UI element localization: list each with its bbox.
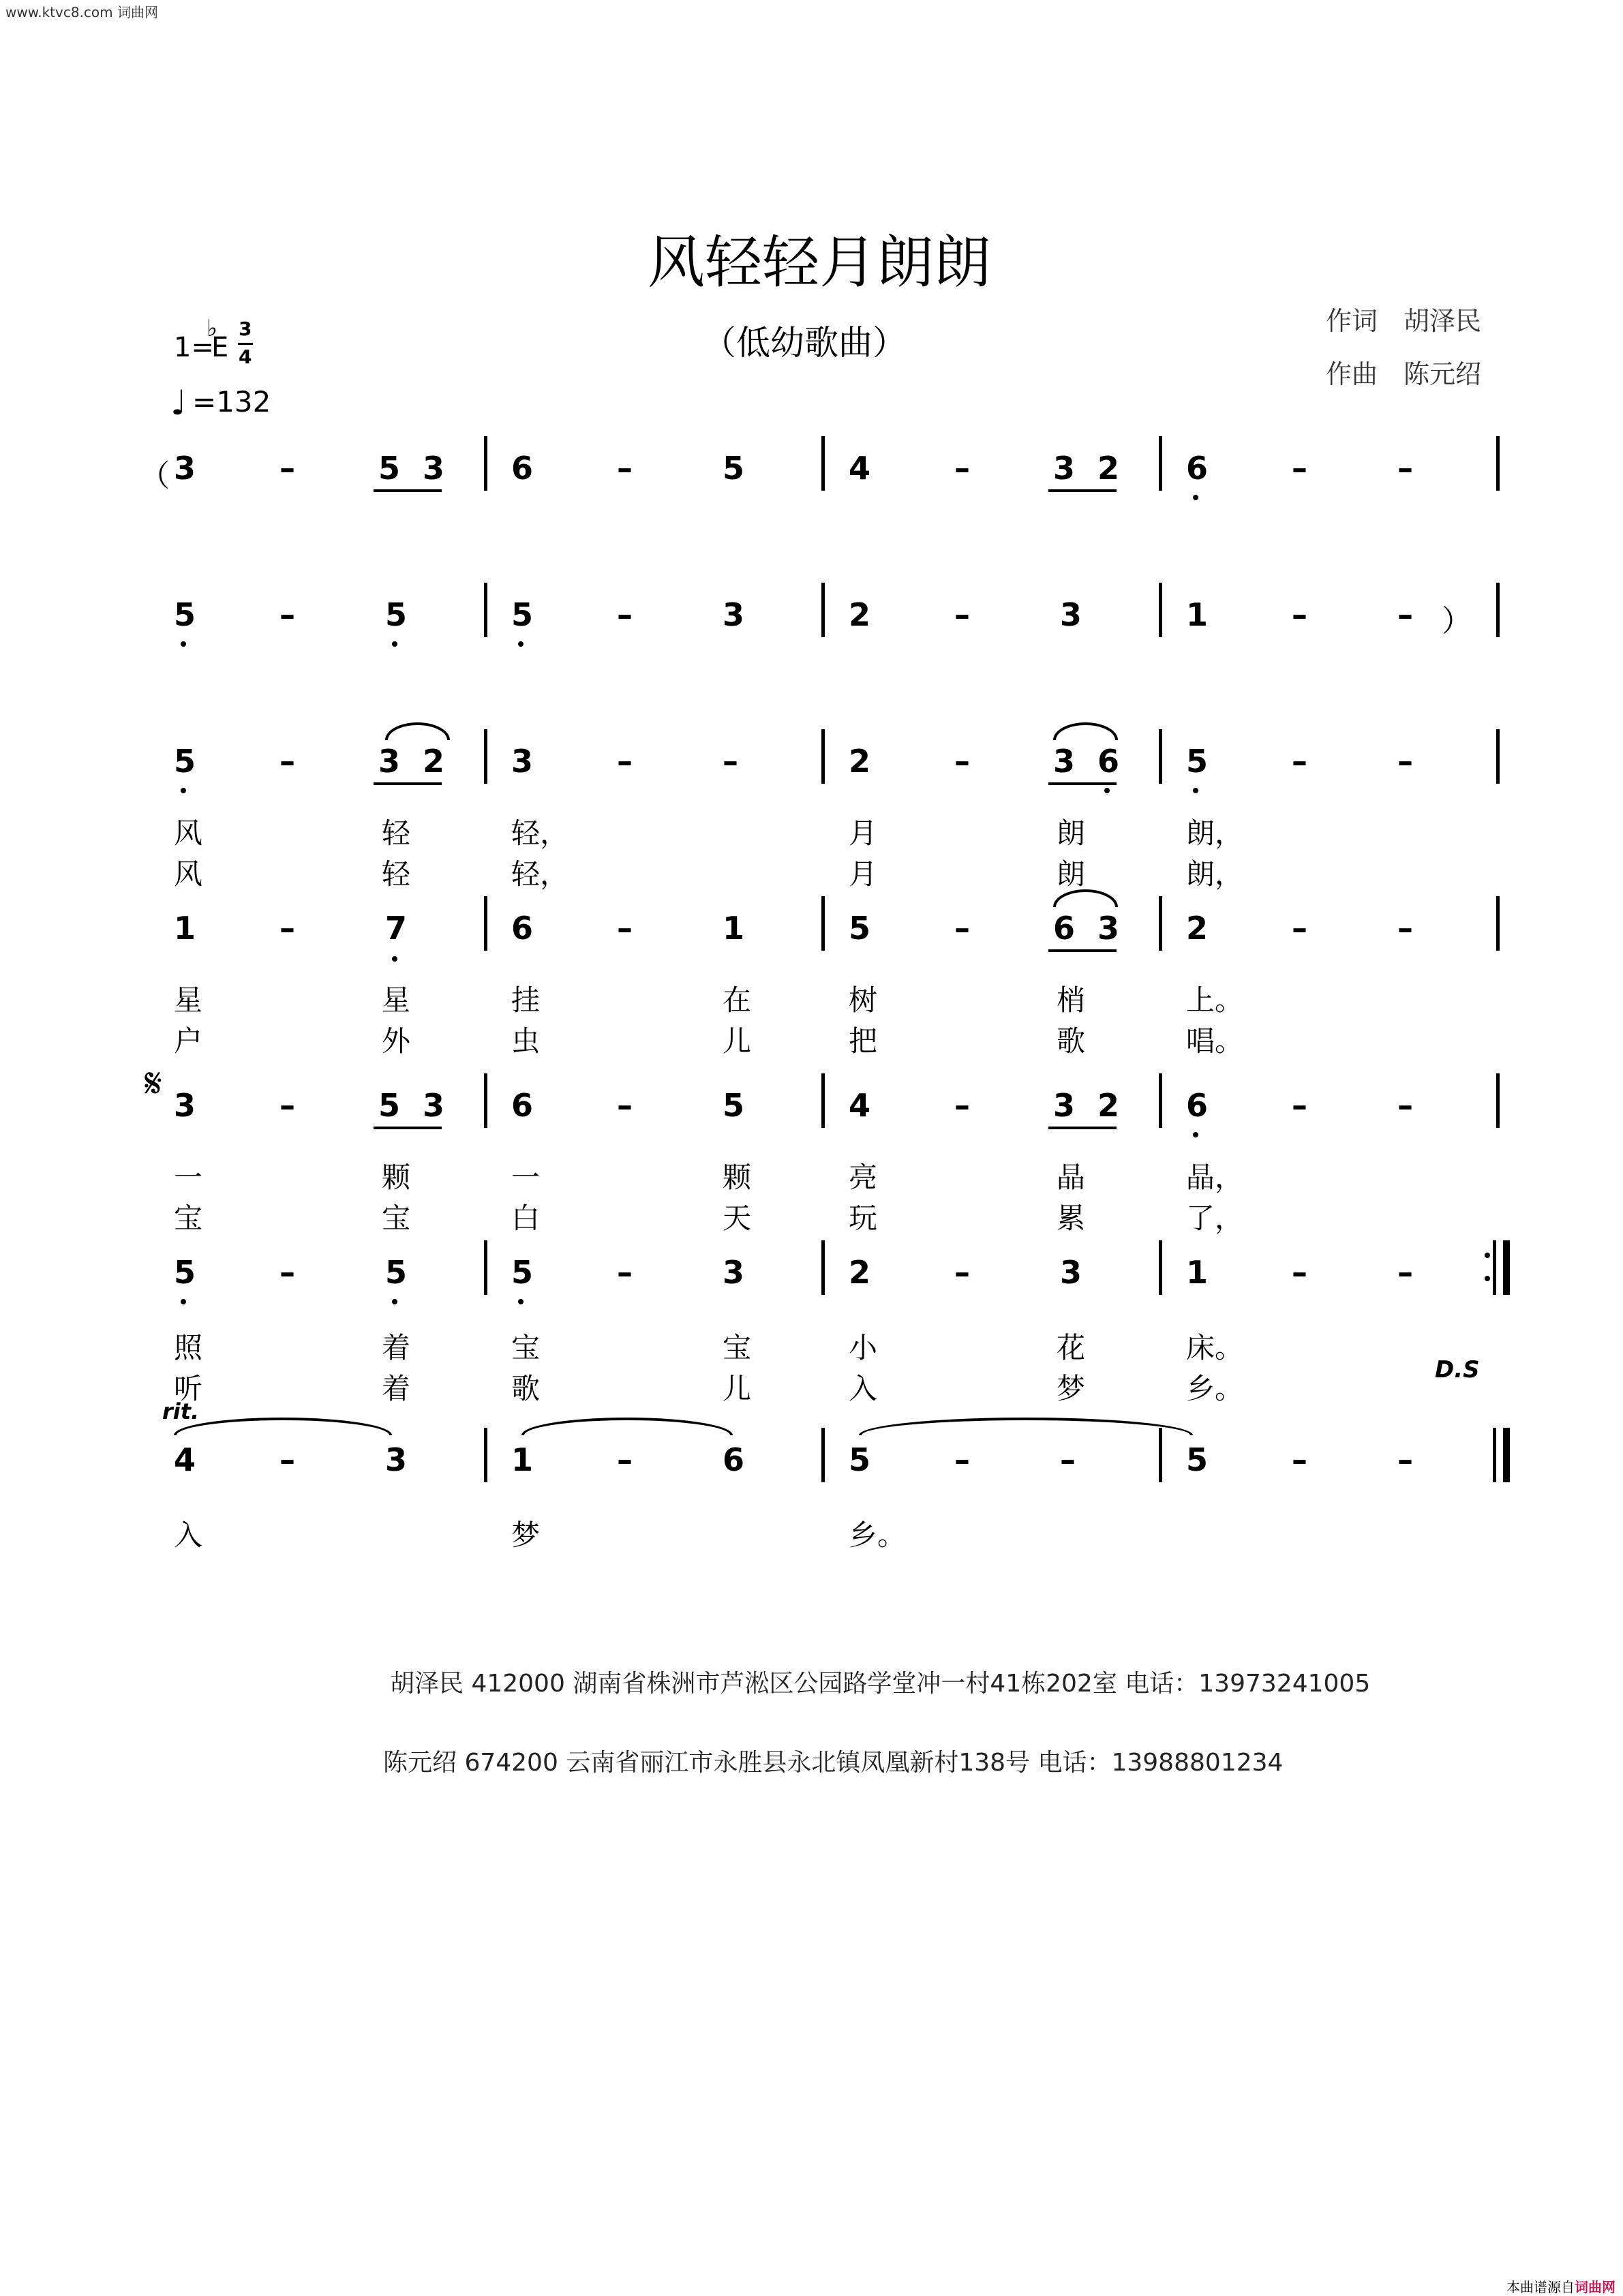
eighth-underline — [374, 782, 442, 785]
lyric: 上。 — [1186, 983, 1244, 1017]
note: 5 — [511, 596, 534, 633]
lyric: 梦 — [1057, 1372, 1086, 1405]
slur — [174, 1418, 392, 1435]
note: – — [954, 450, 970, 487]
footer-source: 本曲谱源自 — [1506, 2279, 1575, 2295]
note: – — [1292, 1087, 1307, 1124]
lyric: 树 — [849, 983, 878, 1017]
note: – — [1292, 1254, 1307, 1291]
lyric: 儿 — [723, 1024, 752, 1058]
lyric: 把 — [849, 1024, 878, 1058]
watermark: www.ktvc8.com 词曲网 — [5, 4, 159, 20]
note: – — [279, 596, 295, 633]
time-top: 3 — [239, 318, 252, 340]
note: – — [1397, 910, 1413, 947]
lyric: 床。 — [1186, 1331, 1244, 1364]
lyric: 小 — [849, 1331, 878, 1364]
low-octave-dot — [1193, 1132, 1198, 1137]
note: 3 — [1060, 596, 1082, 633]
note: 5 — [385, 596, 408, 633]
note: – — [1060, 1441, 1076, 1478]
lyric: 入 — [174, 1518, 203, 1552]
paren-close: ） — [1442, 604, 1472, 639]
lyric: 挂 — [511, 983, 541, 1017]
note: – — [617, 910, 633, 947]
lyric: 玩 — [849, 1201, 878, 1235]
bar-line — [821, 583, 825, 637]
note: – — [617, 1441, 633, 1478]
contact-lyricist: 胡泽民 412000 湖南省株洲市芦淞区公园路学堂冲一村41栋202室 电话：13973241005 — [390, 1670, 1371, 1698]
bar-line — [1496, 1073, 1500, 1128]
low-octave-dot — [1193, 495, 1198, 500]
bar-line — [1159, 1240, 1162, 1295]
lyric: 风 — [174, 857, 203, 891]
lyric: 轻， — [511, 816, 569, 850]
bar-line — [1496, 729, 1500, 784]
bar-line — [1159, 729, 1162, 784]
lyric: 朗， — [1186, 816, 1244, 850]
note: 5 — [723, 1087, 745, 1124]
note: – — [1292, 910, 1307, 947]
lyricist-credit: 作词 胡泽民 — [1326, 306, 1482, 336]
note: 3 — [1097, 910, 1120, 947]
bar-line — [821, 1428, 825, 1482]
lyric: 轻 — [382, 816, 411, 850]
key-prefix: 1= — [174, 332, 214, 363]
note: 2 — [849, 1254, 871, 1291]
bar-line — [484, 896, 487, 951]
note: – — [279, 910, 295, 947]
note: – — [617, 596, 633, 633]
note: – — [279, 1441, 295, 1478]
slur — [859, 1418, 1193, 1435]
lyric: 入 — [849, 1372, 878, 1405]
note: – — [1292, 450, 1307, 487]
note: – — [1397, 596, 1413, 633]
note: 2 — [423, 743, 445, 780]
note: – — [954, 743, 970, 780]
note: 2 — [1186, 910, 1209, 947]
time-divider — [238, 343, 253, 345]
note: – — [1397, 1087, 1413, 1124]
note: 5 — [174, 596, 196, 633]
note: 2 — [849, 596, 871, 633]
lyric: 亮 — [849, 1161, 878, 1194]
note: 5 — [849, 1441, 871, 1478]
lyric: 星 — [174, 983, 203, 1017]
low-octave-dot — [392, 1299, 397, 1304]
note: 6 — [1186, 1087, 1209, 1124]
low-octave-dot — [181, 641, 186, 647]
note: – — [279, 1254, 295, 1291]
note: 5 — [378, 1087, 401, 1124]
eighth-underline — [1048, 1127, 1117, 1129]
key-flat: ♭ — [207, 315, 218, 342]
lyric: 照 — [174, 1331, 203, 1364]
repeat-dot — [1485, 1276, 1490, 1281]
lyric: 了， — [1186, 1201, 1244, 1235]
note: 3 — [723, 596, 745, 633]
note: 2 — [1097, 450, 1120, 487]
bar-line — [1503, 1428, 1510, 1482]
note: 5 — [849, 910, 871, 947]
bar-line — [1496, 436, 1500, 491]
note: 3 — [385, 1441, 408, 1478]
lyric: 白 — [511, 1201, 541, 1235]
slur — [521, 1418, 733, 1435]
note: 2 — [849, 743, 871, 780]
note: 3 — [1053, 743, 1076, 780]
eighth-underline — [374, 1127, 442, 1129]
low-octave-dot — [392, 641, 397, 647]
lyric: 着 — [382, 1372, 411, 1405]
note: 4 — [174, 1441, 196, 1478]
note: 5 — [723, 450, 745, 487]
eighth-underline — [1048, 949, 1117, 952]
page-title: 风轻轻月朗朗 — [648, 229, 992, 296]
bar-line — [484, 436, 487, 491]
lyric: 歌 — [511, 1372, 541, 1405]
key-letter: E — [211, 332, 229, 363]
paren-open: （ — [140, 459, 170, 493]
note: 3 — [1053, 450, 1076, 487]
note: 1 — [174, 910, 196, 947]
note: 1 — [723, 910, 745, 947]
bar-line — [821, 729, 825, 784]
note: 4 — [849, 1087, 871, 1124]
bar-line — [1159, 896, 1162, 951]
bar-line — [821, 1073, 825, 1128]
note: 3 — [1053, 1087, 1076, 1124]
note: – — [954, 1254, 970, 1291]
lyric: 天 — [723, 1201, 752, 1235]
low-octave-dot — [518, 1299, 524, 1304]
note: – — [954, 1087, 970, 1124]
bar-line — [1496, 896, 1500, 951]
note: 3 — [174, 450, 196, 487]
note: 3 — [423, 450, 445, 487]
lyric: 轻 — [382, 857, 411, 891]
note: 5 — [378, 450, 401, 487]
segno-icon: 𝄋 — [145, 1060, 162, 1107]
lyric: 梦 — [511, 1518, 541, 1552]
lyric: 晶 — [1057, 1161, 1086, 1194]
contact-composer: 陈元绍 674200 云南省丽江市永胜县永北镇凤凰新村138号 电话：13988801234 — [383, 1749, 1284, 1777]
low-octave-dot — [1104, 788, 1110, 793]
eighth-underline — [374, 489, 442, 492]
quarter-note-icon: ♩ — [170, 383, 187, 423]
lyric: 一 — [174, 1161, 203, 1194]
low-octave-dot — [1193, 788, 1198, 793]
lyric: 乡。 — [1186, 1372, 1244, 1405]
note: 5 — [511, 1254, 534, 1291]
low-octave-dot — [518, 641, 524, 647]
note: – — [617, 1087, 633, 1124]
note: 5 — [1186, 1441, 1209, 1478]
lyric: 轻， — [511, 857, 569, 891]
lyric: 宝 — [382, 1201, 411, 1235]
note: – — [617, 743, 633, 780]
note: – — [1397, 1441, 1413, 1478]
bar-line — [1159, 583, 1162, 637]
bar-line — [484, 583, 487, 637]
note: – — [1397, 1254, 1413, 1291]
note: 3 — [1060, 1254, 1082, 1291]
note: 5 — [385, 1254, 408, 1291]
note: 1 — [1186, 596, 1209, 633]
bar-line — [1159, 1428, 1162, 1482]
note: – — [954, 596, 970, 633]
lyric: 宝 — [174, 1201, 203, 1235]
note: 4 — [849, 450, 871, 487]
note: – — [723, 743, 738, 780]
note: – — [279, 1087, 295, 1124]
lyric: 晶， — [1186, 1161, 1244, 1194]
lyric: 一 — [511, 1161, 541, 1194]
note: – — [1292, 743, 1307, 780]
lyric: 外 — [382, 1024, 411, 1058]
bar-line — [1496, 583, 1500, 637]
tempo-value: =132 — [192, 385, 271, 418]
lyric: 朗 — [1057, 857, 1086, 891]
lyric: 颗 — [382, 1161, 411, 1194]
lyric: 着 — [382, 1331, 411, 1364]
note: 6 — [1053, 910, 1076, 947]
lyric: 星 — [382, 983, 411, 1017]
bar-line — [1493, 1240, 1496, 1295]
rit-marking: rit. — [162, 1398, 200, 1424]
note: 3 — [174, 1087, 196, 1124]
ds-marking: D.S — [1435, 1356, 1480, 1383]
lyric: 户 — [174, 1024, 203, 1058]
lyric: 在 — [723, 983, 752, 1017]
lyric: 宝 — [511, 1331, 541, 1364]
lyric: 朗， — [1186, 857, 1244, 891]
time-bottom: 4 — [239, 346, 252, 368]
lyric: 儿 — [723, 1372, 752, 1405]
note: 6 — [1097, 743, 1120, 780]
note: 6 — [511, 450, 534, 487]
bar-line — [1503, 1240, 1510, 1295]
lyric: 听 — [174, 1372, 203, 1405]
note: 5 — [1186, 743, 1209, 780]
lyric: 月 — [849, 857, 878, 891]
note: – — [954, 910, 970, 947]
bar-line — [1159, 1073, 1162, 1128]
note: 5 — [174, 743, 196, 780]
repeat-dot — [1485, 1253, 1490, 1258]
bar-line — [821, 896, 825, 951]
note: – — [1292, 596, 1307, 633]
lyric: 乡。 — [849, 1518, 907, 1552]
lyric: 唱。 — [1186, 1024, 1244, 1058]
note: 6 — [1186, 450, 1209, 487]
note: 6 — [511, 910, 534, 947]
lyric: 颗 — [723, 1161, 752, 1194]
note: – — [617, 450, 633, 487]
note: 1 — [511, 1441, 534, 1478]
eighth-underline — [1048, 782, 1117, 785]
low-octave-dot — [181, 1299, 186, 1304]
lyric: 月 — [849, 816, 878, 850]
note: – — [279, 743, 295, 780]
lyric: 宝 — [723, 1331, 752, 1364]
note: – — [1292, 1441, 1307, 1478]
note: – — [617, 1254, 633, 1291]
note: – — [279, 450, 295, 487]
slur — [1053, 722, 1118, 740]
bar-line — [484, 1073, 487, 1128]
subtitle: （低幼歌曲） — [702, 323, 907, 363]
lyric: 梢 — [1057, 983, 1086, 1017]
note: – — [1397, 450, 1413, 487]
low-octave-dot — [181, 788, 186, 793]
note: 6 — [723, 1441, 745, 1478]
slur — [385, 722, 450, 740]
note: 1 — [1186, 1254, 1209, 1291]
note: 3 — [511, 743, 534, 780]
lyric: 花 — [1057, 1331, 1086, 1364]
lyric: 风 — [174, 816, 203, 850]
footer-logo: 词曲网 — [1575, 2279, 1616, 2295]
low-octave-dot — [392, 956, 397, 962]
note: – — [954, 1441, 970, 1478]
lyric: 朗 — [1057, 816, 1086, 850]
bar-line — [484, 729, 487, 784]
note: 2 — [1097, 1087, 1120, 1124]
note: 3 — [378, 743, 401, 780]
eighth-underline — [1048, 489, 1117, 492]
note: 3 — [723, 1254, 745, 1291]
bar-line — [821, 1240, 825, 1295]
lyric: 累 — [1057, 1201, 1086, 1235]
composer-credit: 作曲 陈元绍 — [1326, 359, 1482, 389]
note: 7 — [385, 910, 408, 947]
lyric: 歌 — [1057, 1024, 1086, 1058]
note: 5 — [174, 1254, 196, 1291]
bar-line — [1493, 1428, 1496, 1482]
note: 3 — [423, 1087, 445, 1124]
bar-line — [484, 1428, 487, 1482]
bar-line — [1159, 436, 1162, 491]
bar-line — [821, 436, 825, 491]
bar-line — [484, 1240, 487, 1295]
note: 6 — [511, 1087, 534, 1124]
note: – — [1397, 743, 1413, 780]
lyric: 虫 — [511, 1024, 541, 1058]
